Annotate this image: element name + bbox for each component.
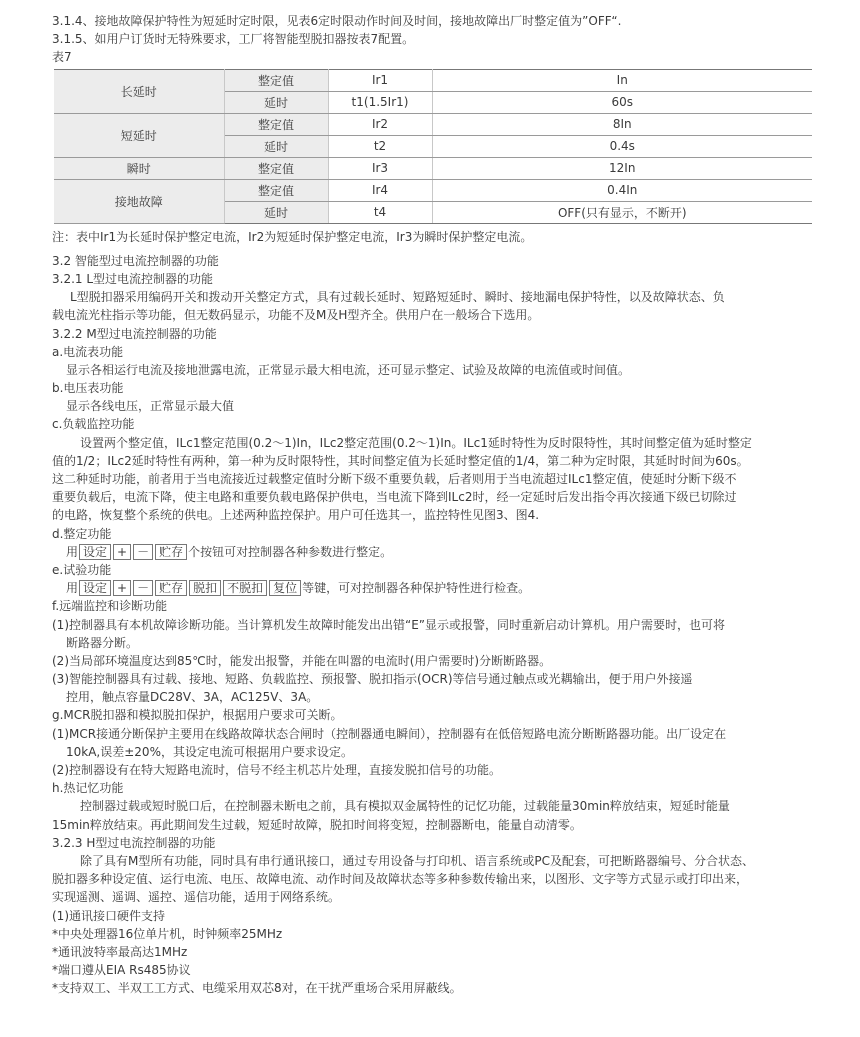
table-cell: 整定值 xyxy=(224,179,328,201)
body-line: 断路器分断。 xyxy=(66,635,139,650)
document-page xyxy=(52,12,822,997)
body-line: 重要负载后，电流下降，使主电路和重要负载电路保护供电，当电流下降到ILc2时，经一定延时后发出指令再次接通下级已切除过 xyxy=(52,490,737,505)
table-cell: 0.4In xyxy=(432,179,812,201)
body-line: c.负载监控功能 xyxy=(52,417,135,432)
body-line: 控用，触点容量DC28V、3A，AC125V、3A。 xyxy=(66,690,319,705)
table-cell: 整定值 xyxy=(224,69,328,91)
row-group-label: 瞬时 xyxy=(54,157,224,179)
body-line: 脱扣器多种设定值、运行电流、电压、故障电流、动作时间及故障状态等多种参数传输出来，以图形、文字等方式显示或打印出来， xyxy=(52,872,749,887)
table-row xyxy=(54,69,812,91)
intro-block xyxy=(52,12,822,67)
key-label: 设定 xyxy=(79,544,111,560)
body-line: 15min粹放结束。再此期间发生过载，短延时故障，脱扣时间将变短，控制器断电，能量自动清零。 xyxy=(52,817,582,832)
body-line: 3.2.1 L型过电流控制器的功能 xyxy=(52,271,214,286)
line-text: 等键，可对控制器各种保护特性进行检查。 xyxy=(302,581,531,596)
key-label: 不脱扣 xyxy=(223,580,267,596)
table-cell: 延时 xyxy=(224,201,328,223)
body-line: 载电流光柱指示等功能，但无数码显示，功能不及M及H型齐全。供用户在一般场合下选用。 xyxy=(52,308,540,323)
body-line: h.热记忆功能 xyxy=(52,781,124,796)
key-label: 贮存 xyxy=(155,580,187,596)
table-cell: Ir2 xyxy=(328,113,432,135)
body-line: *端口遵从EIA Rs485协议 xyxy=(52,963,191,978)
body-line: *支持双工、半双工工方式、电缆采用双芯8对，在干扰严重场合采用屏蔽线。 xyxy=(52,981,462,996)
body-line: L型脱扣器采用编码开关和拨动开关整定方式，具有过载长延时、短路短延时、瞬时、接地漏电保护特性，以及故障状态、负 xyxy=(70,290,725,305)
table-cell: OFF(只有显示，不断开) xyxy=(432,201,812,223)
table-row xyxy=(54,179,812,201)
row-group-label: 接地故障 xyxy=(54,179,224,223)
key-label: + xyxy=(113,544,131,560)
body-line: 控制器过载或短时脱口后，在控制器未断电之前，具有模拟双金属特性的记忆功能，过载能量30min粹放结束，短延时能量 xyxy=(80,799,730,814)
key-label: + xyxy=(113,580,131,596)
table-cell: 整定值 xyxy=(224,113,328,135)
table-caption: 表7 xyxy=(52,50,72,65)
set-function-line xyxy=(52,543,822,561)
body-line: (2)当局部环境温度达到85℃时，能发出报警，并能在叫嚣的电流时(用户需要时)分断断路器。 xyxy=(52,653,552,668)
body-line: 实现遥测、遥调、遥控、遥信功能，适用于网络系统。 xyxy=(52,890,341,905)
table-cell: 8In xyxy=(432,113,812,135)
key-label: 贮存 xyxy=(155,544,187,560)
line-text: 个按钮可对控制器各种参数进行整定。 xyxy=(188,544,393,559)
key-label: 复位 xyxy=(269,580,301,596)
table-cell: 0.4s xyxy=(432,135,812,157)
table-note: 注：表中Ir1为长延时保护整定电流，Ir2为短延时保护整定电流，Ir3为瞬时保护整定电流。 xyxy=(52,229,533,244)
table-cell: t2 xyxy=(328,135,432,157)
line-text: 用 xyxy=(66,581,79,596)
table-cell: 延时 xyxy=(224,135,328,157)
row-group-label: 长延时 xyxy=(54,69,224,113)
key-label: 设定 xyxy=(79,580,111,596)
body-line: 3.2.2 M型过电流控制器的功能 xyxy=(52,326,217,341)
body-line: a.电流表功能 xyxy=(52,344,124,359)
table-cell: Ir3 xyxy=(328,157,432,179)
body-line: 的电路，恢复整个系统的供电。上述两种监控保护。用户可任选其一，监控特性见图3、图4. xyxy=(52,508,540,523)
body-line: 3.2 智能型过电流控制器的功能 xyxy=(52,253,219,268)
table-cell: 延时 xyxy=(224,91,328,113)
table-cell: Ir1 xyxy=(328,69,432,91)
key-label: － xyxy=(133,580,153,596)
body-line: 3.2.3 H型过电流控制器的功能 xyxy=(52,835,216,850)
body-line: 显示各线电压，正常显示最大值 xyxy=(66,399,235,414)
body-line: 显示各相运行电流及接地泄露电流，正常显示最大相电流，还可显示整定、试验及故障的电流值或时间值。 xyxy=(66,362,631,377)
intro-line: 3.1.4、接地故障保护特性为短延时定时限，见表6定时限动作时间及时间，接地故障出厂时整定值为”OFF“. xyxy=(52,14,622,28)
table-cell: 60s xyxy=(432,91,812,113)
section-e-title: e.试验功能 xyxy=(52,562,112,577)
body-line: f.远端监控和诊断功能 xyxy=(52,599,168,614)
table-cell: In xyxy=(432,69,812,91)
body-line: 这二种延时功能，前者用于当电流接近过载整定值时分断下级不重要负载，后者则用于当电流超过ILc1整定值，使延时分断下级不 xyxy=(52,472,737,486)
body-line: b.电压表功能 xyxy=(52,381,124,396)
body-line: (1)通讯接口硬件支持 xyxy=(52,908,165,923)
line-text: 用 xyxy=(66,544,79,559)
table-cell: t4 xyxy=(328,201,432,223)
body-line: *通讯波特率最高达1MHz xyxy=(52,944,188,959)
body-line: (2)控制器设有在特大短路电流时，信号不经主机芯片处理，直接发脱扣信号的功能。 xyxy=(52,763,502,777)
body-line: 设置两个整定值，ILc1整定范围(0.2～1)In，ILc2整定范围(0.2～1)In。ILc1延时特性为反时限特性，其时间整定值为延时整定 xyxy=(80,435,752,450)
section-rest xyxy=(52,597,822,997)
body-line: (1)MCR接通分断保护主要用在线路故障状态合闸时（控制器通电瞬间），控制器有在低倍短路电流分断断路器功能。出厂设定在 xyxy=(52,726,727,741)
table-cell: t1(1.5Ir1) xyxy=(328,91,432,113)
test-function-line xyxy=(52,579,822,597)
table-cell: Ir4 xyxy=(328,179,432,201)
key-label: 脱扣 xyxy=(189,580,221,596)
intro-line: 3.1.5、如用户订货时无特殊要求，工厂将智能型脱扣器按表7配置。 xyxy=(52,32,415,47)
table-cell: 12In xyxy=(432,157,812,179)
body-line: g.MCR脱扣器和模拟脱扣保护，根据用户要求可关断。 xyxy=(52,708,343,723)
table-row xyxy=(54,157,812,179)
body-line: 10kA,误差±20%，其设定电流可根据用户要求设定。 xyxy=(66,744,353,759)
section-3-2 xyxy=(52,252,822,543)
body-line: 值的1/2；ILc2延时特性有两种，第一种为反时限特性，其时间整定值为长延时整定值的1/4，第二种为定时限，其延时时间为60s。 xyxy=(52,453,749,468)
body-line: *中央处理器16位单片机，时钟频率25MHz xyxy=(52,926,283,941)
table-row xyxy=(54,113,812,135)
row-group-label: 短延时 xyxy=(54,113,224,157)
body-line: d.整定功能 xyxy=(52,526,112,541)
table-7 xyxy=(54,69,812,224)
table-cell: 整定值 xyxy=(224,157,328,179)
key-label: － xyxy=(133,544,153,560)
body-line: (1)控制器具有本机故障诊断功能。当计算机发生故障时能发出出错“E”显示或报警，同时重新启动计算机。用户需要时，也可将 xyxy=(52,617,726,632)
body-line: 除了具有M型所有功能，同时具有串行通讯接口，通过专用设备与打印机、语言系统或PC及配套，可把断路器编号、分合状态、 xyxy=(80,853,754,868)
body-line: (3)智能控制器具有过载、接地、短路、负载监控、预报警、脱扣指示(OCR)等信号通过触点或光耦输出，便于用户外接遥 xyxy=(52,672,693,687)
